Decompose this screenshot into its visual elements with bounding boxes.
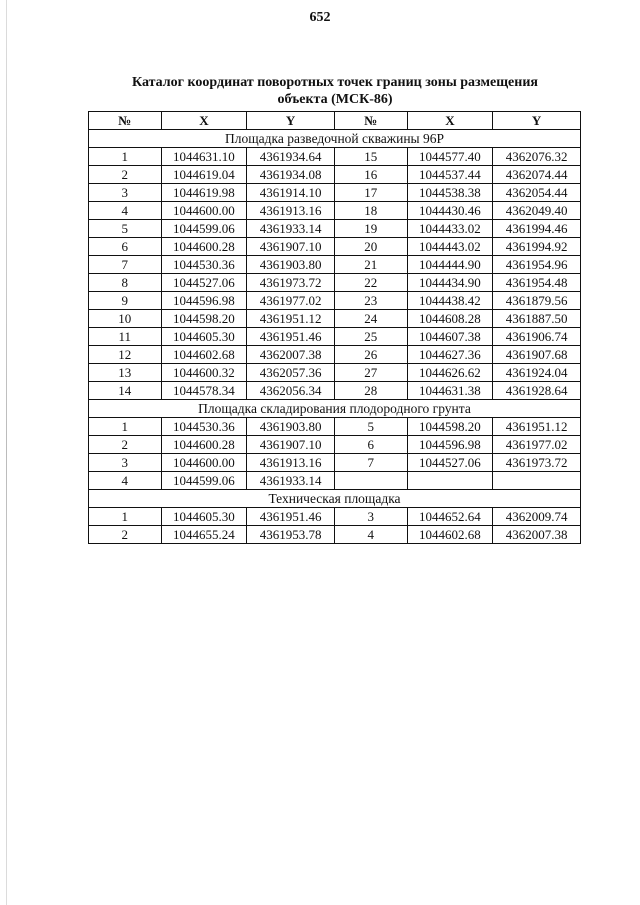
table-row <box>89 382 581 400</box>
y-coordinate-cell: 4362007.38 <box>493 526 581 544</box>
table-row <box>89 274 581 292</box>
table-row <box>89 436 581 454</box>
x-coordinate-cell: 1044605.30 <box>161 328 247 346</box>
section-row <box>89 130 581 148</box>
header-cell: Y <box>493 112 581 130</box>
y-coordinate-cell: 4361953.78 <box>247 526 335 544</box>
table-row <box>89 202 581 220</box>
y-coordinate-cell: 4361913.16 <box>247 454 335 472</box>
y-coordinate-cell: 4362049.40 <box>493 202 581 220</box>
point-number-cell: 19 <box>334 220 407 238</box>
point-number-cell: 3 <box>334 508 407 526</box>
point-number-cell: 1 <box>89 508 162 526</box>
point-number-cell: 13 <box>89 364 162 382</box>
x-coordinate-cell: 1044527.06 <box>161 274 247 292</box>
x-coordinate-cell: 1044577.40 <box>407 148 493 166</box>
y-coordinate-cell: 4361951.12 <box>493 418 581 436</box>
x-coordinate-cell: 1044430.46 <box>407 202 493 220</box>
table-row <box>89 238 581 256</box>
x-coordinate-cell: 1044619.04 <box>161 166 247 184</box>
y-coordinate-cell: 4361977.02 <box>247 292 335 310</box>
y-coordinate-cell: 4361973.72 <box>493 454 581 472</box>
section-row <box>89 400 581 418</box>
title-line-1: Каталог координат поворотных точек границ зоны размещения <box>132 75 538 90</box>
table-row <box>89 148 581 166</box>
y-coordinate-cell: 4361906.74 <box>493 328 581 346</box>
point-number-cell: 26 <box>334 346 407 364</box>
table-header-row <box>89 112 581 130</box>
point-number-cell: 10 <box>89 310 162 328</box>
x-coordinate-cell: 1044605.30 <box>161 508 247 526</box>
x-coordinate-cell: 1044596.98 <box>407 436 493 454</box>
point-number-cell: 2 <box>89 166 162 184</box>
y-coordinate-cell: 4361973.72 <box>247 274 335 292</box>
x-coordinate-cell: 1044438.42 <box>407 292 493 310</box>
point-number-cell: 4 <box>89 202 162 220</box>
y-coordinate-cell: 4361954.48 <box>493 274 581 292</box>
y-coordinate-cell: 4362009.74 <box>493 508 581 526</box>
y-coordinate-cell: 4362007.38 <box>247 346 335 364</box>
y-coordinate-cell: 4361951.46 <box>247 328 335 346</box>
y-coordinate-cell: 4361951.12 <box>247 310 335 328</box>
table-row <box>89 346 581 364</box>
x-coordinate-cell <box>407 472 493 490</box>
x-coordinate-cell: 1044608.28 <box>407 310 493 328</box>
x-coordinate-cell: 1044631.38 <box>407 382 493 400</box>
point-number-cell: 6 <box>89 238 162 256</box>
x-coordinate-cell: 1044655.24 <box>161 526 247 544</box>
page-number: 652 <box>309 10 331 25</box>
header-cell: № <box>89 112 162 130</box>
x-coordinate-cell: 1044530.36 <box>161 418 247 436</box>
x-coordinate-cell: 1044626.62 <box>407 364 493 382</box>
x-coordinate-cell: 1044600.00 <box>161 454 247 472</box>
x-coordinate-cell: 1044538.38 <box>407 184 493 202</box>
point-number-cell: 1 <box>89 148 162 166</box>
y-coordinate-cell: 4362057.36 <box>247 364 335 382</box>
y-coordinate-cell: 4361903.80 <box>247 256 335 274</box>
y-coordinate-cell: 4362054.44 <box>493 184 581 202</box>
table-row <box>89 328 581 346</box>
point-number-cell: 5 <box>334 418 407 436</box>
point-number-cell: 25 <box>334 328 407 346</box>
x-coordinate-cell: 1044627.36 <box>407 346 493 364</box>
x-coordinate-cell: 1044444.90 <box>407 256 493 274</box>
y-coordinate-cell: 4361951.46 <box>247 508 335 526</box>
table-row <box>89 256 581 274</box>
section-row <box>89 490 581 508</box>
table-row <box>89 166 581 184</box>
x-coordinate-cell: 1044600.28 <box>161 436 247 454</box>
y-coordinate-cell: 4361913.16 <box>247 202 335 220</box>
y-coordinate-cell: 4361907.10 <box>247 238 335 256</box>
point-number-cell: 15 <box>334 148 407 166</box>
coordinates-table <box>88 111 581 544</box>
table-row <box>89 454 581 472</box>
point-number-cell: 23 <box>334 292 407 310</box>
x-coordinate-cell: 1044443.02 <box>407 238 493 256</box>
y-coordinate-cell <box>493 472 581 490</box>
header-cell: X <box>161 112 247 130</box>
x-coordinate-cell: 1044602.68 <box>161 346 247 364</box>
point-number-cell: 21 <box>334 256 407 274</box>
point-number-cell: 8 <box>89 274 162 292</box>
section-title: Площадка разведочной скважины 96Р <box>89 130 581 148</box>
point-number-cell: 27 <box>334 364 407 382</box>
x-coordinate-cell: 1044600.28 <box>161 238 247 256</box>
point-number-cell: 20 <box>334 238 407 256</box>
point-number-cell: 14 <box>89 382 162 400</box>
table-row <box>89 310 581 328</box>
y-coordinate-cell: 4361934.64 <box>247 148 335 166</box>
table-row <box>89 184 581 202</box>
y-coordinate-cell: 4361977.02 <box>493 436 581 454</box>
x-coordinate-cell: 1044652.64 <box>407 508 493 526</box>
title-line-2: объекта (МСК-86) <box>277 92 393 107</box>
point-number-cell: 6 <box>334 436 407 454</box>
y-coordinate-cell: 4362056.34 <box>247 382 335 400</box>
y-coordinate-cell: 4361933.14 <box>247 220 335 238</box>
scan-edge-shadow <box>6 0 7 905</box>
x-coordinate-cell: 1044619.98 <box>161 184 247 202</box>
point-number-cell: 9 <box>89 292 162 310</box>
x-coordinate-cell: 1044600.00 <box>161 202 247 220</box>
point-number-cell: 7 <box>89 256 162 274</box>
y-coordinate-cell: 4361903.80 <box>247 418 335 436</box>
point-number-cell <box>334 472 407 490</box>
table-row <box>89 292 581 310</box>
table-row <box>89 220 581 238</box>
header-cell: Y <box>247 112 335 130</box>
point-number-cell: 22 <box>334 274 407 292</box>
y-coordinate-cell: 4361994.92 <box>493 238 581 256</box>
point-number-cell: 3 <box>89 184 162 202</box>
point-number-cell: 3 <box>89 454 162 472</box>
y-coordinate-cell: 4362076.32 <box>493 148 581 166</box>
header-cell: X <box>407 112 493 130</box>
x-coordinate-cell: 1044598.20 <box>407 418 493 436</box>
x-coordinate-cell: 1044433.02 <box>407 220 493 238</box>
y-coordinate-cell: 4361934.08 <box>247 166 335 184</box>
point-number-cell: 18 <box>334 202 407 220</box>
y-coordinate-cell: 4361994.46 <box>493 220 581 238</box>
page-title <box>90 74 580 108</box>
x-coordinate-cell: 1044434.90 <box>407 274 493 292</box>
y-coordinate-cell: 4361928.64 <box>493 382 581 400</box>
x-coordinate-cell: 1044602.68 <box>407 526 493 544</box>
x-coordinate-cell: 1044600.32 <box>161 364 247 382</box>
table-row <box>89 364 581 382</box>
point-number-cell: 7 <box>334 454 407 472</box>
point-number-cell: 11 <box>89 328 162 346</box>
x-coordinate-cell: 1044599.06 <box>161 220 247 238</box>
y-coordinate-cell: 4362074.44 <box>493 166 581 184</box>
table-row <box>89 526 581 544</box>
x-coordinate-cell: 1044599.06 <box>161 472 247 490</box>
y-coordinate-cell: 4361887.50 <box>493 310 581 328</box>
x-coordinate-cell: 1044578.34 <box>161 382 247 400</box>
x-coordinate-cell: 1044598.20 <box>161 310 247 328</box>
table-row <box>89 472 581 490</box>
point-number-cell: 24 <box>334 310 407 328</box>
point-number-cell: 5 <box>89 220 162 238</box>
point-number-cell: 16 <box>334 166 407 184</box>
x-coordinate-cell: 1044631.10 <box>161 148 247 166</box>
point-number-cell: 4 <box>334 526 407 544</box>
section-title: Техническая площадка <box>89 490 581 508</box>
point-number-cell: 2 <box>89 436 162 454</box>
y-coordinate-cell: 4361924.04 <box>493 364 581 382</box>
y-coordinate-cell: 4361933.14 <box>247 472 335 490</box>
table-row <box>89 418 581 436</box>
point-number-cell: 17 <box>334 184 407 202</box>
y-coordinate-cell: 4361954.96 <box>493 256 581 274</box>
y-coordinate-cell: 4361879.56 <box>493 292 581 310</box>
point-number-cell: 28 <box>334 382 407 400</box>
point-number-cell: 12 <box>89 346 162 364</box>
section-title: Площадка складирования плодородного грунта <box>89 400 581 418</box>
table-row <box>89 508 581 526</box>
y-coordinate-cell: 4361907.68 <box>493 346 581 364</box>
x-coordinate-cell: 1044596.98 <box>161 292 247 310</box>
header-cell: № <box>334 112 407 130</box>
point-number-cell: 4 <box>89 472 162 490</box>
x-coordinate-cell: 1044607.38 <box>407 328 493 346</box>
point-number-cell: 2 <box>89 526 162 544</box>
y-coordinate-cell: 4361907.10 <box>247 436 335 454</box>
y-coordinate-cell: 4361914.10 <box>247 184 335 202</box>
x-coordinate-cell: 1044530.36 <box>161 256 247 274</box>
x-coordinate-cell: 1044527.06 <box>407 454 493 472</box>
x-coordinate-cell: 1044537.44 <box>407 166 493 184</box>
table-body <box>89 130 581 544</box>
point-number-cell: 1 <box>89 418 162 436</box>
